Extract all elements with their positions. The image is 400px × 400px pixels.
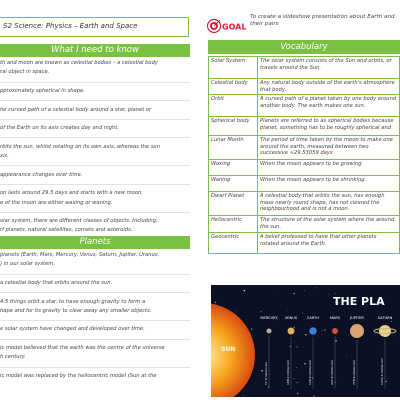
planets-line: ) in our solar system. <box>0 261 55 268</box>
star <box>243 289 244 290</box>
vocabulary-term: Spherical body <box>209 117 258 136</box>
planet-distance-label: 1433.5 million km <box>380 357 384 385</box>
star <box>305 334 306 335</box>
vocabulary-term: Dwarf Planet <box>209 192 258 216</box>
planets-line: hape and for its gravity to clear away any smaller objects. <box>0 307 152 314</box>
vocabulary-term: Lunar Month <box>209 136 258 160</box>
star <box>314 322 315 323</box>
star <box>328 294 329 295</box>
poster-title: THE PLA <box>333 295 385 308</box>
vocabulary-term: Waning <box>209 176 258 192</box>
planet-saturn <box>374 316 396 389</box>
planet-body <box>332 328 338 334</box>
planet-body <box>350 324 364 338</box>
vocabulary-row <box>209 136 400 160</box>
separator <box>0 82 190 83</box>
vocabulary-term: Solar System <box>209 57 258 79</box>
vocabulary-definition: Any natural body outside of the earth's atmosphere that body. <box>258 79 400 95</box>
planet-earth <box>307 316 319 389</box>
vocabulary-term: Heliocentric <box>209 216 258 233</box>
planet-body <box>309 327 317 335</box>
separator <box>0 320 190 321</box>
left-column <box>0 0 193 400</box>
vocabulary-row <box>209 160 400 176</box>
vocabulary-definition: A belief professed to have that other planets rotated around the Earth. <box>258 233 400 254</box>
vocabulary-definition: Planets are referred to as spherical bodies because planet, something has to be roughly spherical and <box>258 117 400 136</box>
star <box>302 313 303 314</box>
star <box>236 310 237 311</box>
right-column <box>206 0 400 400</box>
planets-line: a celestial body that orbits around the sun. <box>0 279 113 286</box>
planet-name-label: MARS <box>329 316 341 320</box>
know-line: th and moon are known as celestial bodies – a celestial body <box>0 60 158 66</box>
planet-distance-label: 108.2 million km <box>286 359 290 385</box>
star <box>322 331 323 332</box>
planet-body <box>267 329 272 334</box>
vocabulary-row <box>209 117 400 136</box>
planet-venus <box>285 316 298 389</box>
star <box>297 382 298 383</box>
separator <box>0 212 190 213</box>
know-heading: What I need to know <box>0 44 190 57</box>
vocabulary-row <box>209 233 400 254</box>
vocabulary-term: Celestial body <box>209 79 258 95</box>
star <box>244 290 246 292</box>
sun-label: SUN <box>221 346 236 353</box>
planets-line: planets (Earth, Mars, Mercury, Venus, Saturn, Jupiter, Uranus, <box>0 252 160 258</box>
planets-heading: Planets <box>0 236 190 249</box>
know-line: on lasts around 29.5 days and starts with a new moon. <box>0 190 143 197</box>
planet-mars <box>330 316 341 389</box>
planet-distance-label: 227.9 million km <box>330 359 334 385</box>
vocabulary-row <box>209 57 400 79</box>
know-line: xis. <box>0 153 9 159</box>
star <box>303 348 304 349</box>
separator <box>0 339 190 340</box>
separator <box>0 165 190 166</box>
star <box>391 321 392 322</box>
star <box>295 341 296 342</box>
know-line: ral object in space. <box>0 69 50 76</box>
planet-name-label: JUPITER <box>350 316 364 320</box>
goal-line-1: To create a slideshow presentation about Earth and <box>250 14 395 20</box>
goal-target-icon <box>207 18 247 34</box>
vocabulary-definition: The period of time taken by the moon to make one around the earth, measured between two successive ≈29.53059 days <box>258 136 400 160</box>
vocabulary-definition: The structure of the solar system where the around the sun. <box>258 216 400 233</box>
separator <box>0 292 190 293</box>
star <box>251 328 252 329</box>
vocabulary-term: Geocentric <box>209 233 258 254</box>
planets-line: 4.5 things orbit a star, to have enough gravity to form a <box>0 298 146 305</box>
vocabulary-row <box>209 176 400 192</box>
separator <box>0 100 190 101</box>
star <box>297 393 298 394</box>
star <box>335 382 336 383</box>
know-line: pproximately spherical in shape. <box>0 87 85 94</box>
goal-line-2: their pairs <box>250 21 279 27</box>
vocabulary-term: Waxing <box>209 160 258 176</box>
star <box>296 346 297 347</box>
planet-mercury <box>260 316 278 389</box>
goal-label: GOAL <box>222 22 247 32</box>
star <box>324 329 325 330</box>
star <box>315 287 316 288</box>
planets-line: ic model was replaced by the heliocentric model (Sun at the <box>0 372 157 379</box>
star <box>296 367 297 368</box>
star <box>335 293 336 294</box>
planets-line: ic model believed that the earth was the centre of the universe <box>0 345 165 351</box>
know-line: olar system, there are different classes of objects. Including: <box>0 218 158 225</box>
planets-line: h century. <box>0 354 27 361</box>
star <box>215 302 216 303</box>
vocabulary-term: Orbit <box>209 95 258 117</box>
star <box>380 348 381 349</box>
goal-text <box>250 14 400 28</box>
vocabulary-definition: A curved path of a planet taken by one body around another body. The earth makes one sun. <box>258 95 400 117</box>
star <box>243 395 244 396</box>
star <box>287 310 288 311</box>
planets-line: e solar system have changed and developed over time. <box>0 326 145 333</box>
know-line: he curved path of a celestial body around a star, planet or <box>0 106 152 113</box>
planet-distance-label: 778.6 million km <box>352 359 356 385</box>
planet-distance-label: 57.9 million km <box>264 361 268 385</box>
know-line: e of the moon are either waxing or waning. <box>0 199 113 206</box>
star <box>256 384 257 385</box>
star <box>294 327 295 328</box>
know-line: of the Earth on its axis creates day and night. <box>0 125 119 132</box>
planet-distance-label: 149.6 million km <box>308 359 312 385</box>
star <box>335 340 336 341</box>
planets-poster-image <box>211 285 400 397</box>
vocabulary-row <box>209 95 400 117</box>
star <box>304 363 305 364</box>
star <box>304 290 305 291</box>
vocabulary-table <box>208 56 400 254</box>
separator <box>0 119 190 120</box>
planet-name-label: SATURN <box>377 316 393 320</box>
star <box>346 356 347 357</box>
vocabulary-definition: The solar system consists of the Sun and orbits, or travels around the Sun. <box>258 57 400 79</box>
know-line: rbits the sun, whilst rotating on its own axis, whereas the sun <box>0 143 161 150</box>
separator <box>0 367 190 368</box>
goal-row <box>206 14 400 36</box>
planet-name-label: VENUS <box>284 316 298 320</box>
separator <box>0 184 190 185</box>
star <box>261 370 262 371</box>
star <box>277 324 278 325</box>
vocabulary-definition: A celestial body that orbits the sun, has enough mass nearly round shape, has not cleared the neighbourhood and is not a moon. <box>258 192 400 216</box>
star <box>290 346 291 347</box>
separator <box>0 274 190 275</box>
page-title: S2 Science: Physics – Earth and Space <box>0 17 189 37</box>
star <box>321 334 322 335</box>
planet-name-label: EARTH <box>307 316 319 320</box>
planet-body <box>379 325 391 337</box>
vocabulary-row <box>209 216 400 233</box>
vocabulary-heading: Vocabulary <box>208 40 400 54</box>
vocabulary-definition: When the moon appears to be growing. <box>258 160 400 176</box>
vocabulary-row <box>209 79 400 95</box>
separator <box>0 137 190 138</box>
star <box>293 293 295 295</box>
vocabulary-row <box>209 192 400 216</box>
know-line: appearance changes over time. <box>0 171 83 178</box>
planet-body <box>288 328 295 335</box>
vocabulary-definition: When the moon appears to be shrinking. <box>258 176 400 192</box>
star <box>293 378 294 379</box>
know-line: rf planets, natural satellites, comets and asteroids. <box>0 227 133 234</box>
planets-poster-graphic <box>211 285 400 397</box>
star <box>313 395 314 396</box>
planet-jupiter <box>349 316 364 389</box>
star <box>386 381 387 382</box>
star <box>260 311 261 312</box>
planet-name-label: MERCURY <box>260 316 278 320</box>
